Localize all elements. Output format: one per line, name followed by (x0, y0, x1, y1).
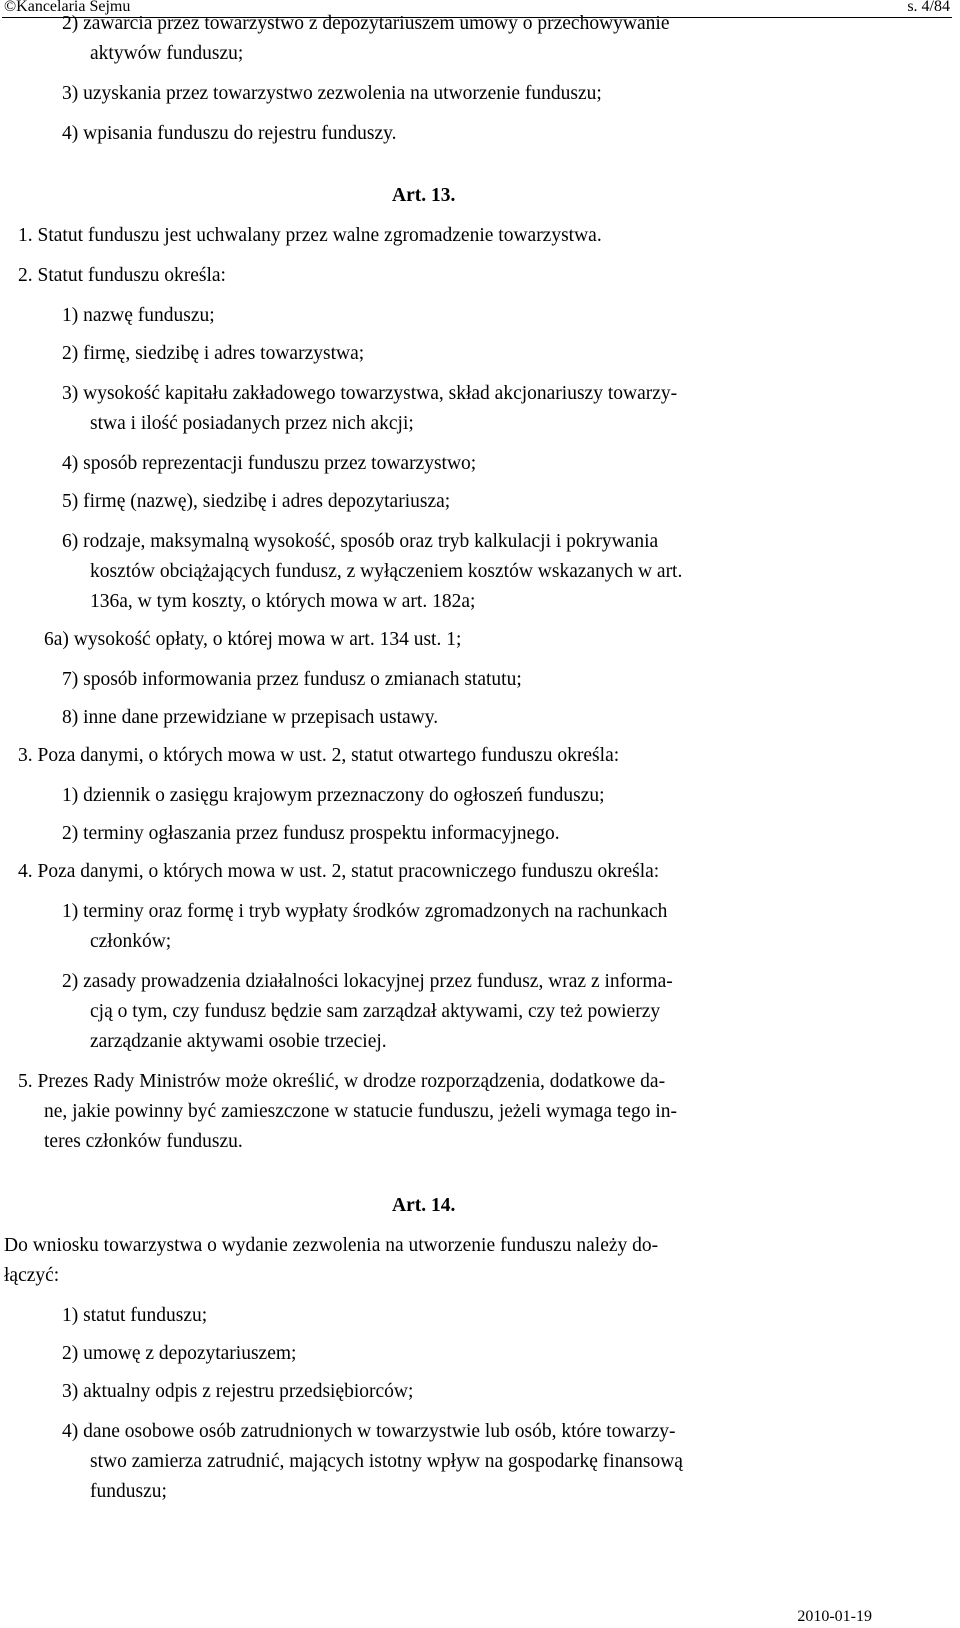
text-line: 2) zasady prowadzenia działalności lokacyjnej przez fundusz, wraz z informa- (62, 971, 673, 992)
text-line: funduszu; (90, 1481, 167, 1502)
text-line: aktywów funduszu; (90, 43, 244, 64)
text-line: 6) rodzaje, maksymalną wysokość, sposób oraz tryb kalkulacji i pokrywania (62, 531, 659, 552)
footer-date: 2010-01-19 (797, 1608, 872, 1625)
text-line: 3. Poza danymi, o których mowa w ust. 2, statut otwartego funduszu określa: (18, 745, 620, 766)
text-line: 3) uzyskania przez towarzystwo zezwolenia na utworzenie funduszu; (62, 83, 602, 104)
text-line: 1) statut funduszu; (62, 1305, 208, 1326)
text-line: 5) firmę (nazwę), siedzibę i adres depozytariusza; (62, 491, 451, 512)
article-heading: Art. 13. (392, 185, 456, 206)
text-line: 1) dziennik o zasięgu krajowym przeznaczony do ogłoszeń funduszu; (62, 785, 605, 806)
text-line: stwa i ilość posiadanych przez nich akcji; (90, 413, 414, 434)
text-line: zarządzanie aktywami osobie trzeciej. (90, 1031, 387, 1052)
text-line: 4) dane osobowe osób zatrudnionych w towarzystwie lub osób, które towarzy- (62, 1421, 676, 1442)
text-line: 3) wysokość kapitału zakładowego towarzystwa, skład akcjonariuszy towarzy- (62, 383, 678, 404)
text-line: 1) nazwę funduszu; (62, 305, 215, 326)
text-line: 8) inne dane przewidziane w przepisach ustawy. (62, 707, 439, 728)
text-line: 1) terminy oraz formę i tryb wypłaty środków zgromadzonych na rachunkach (62, 901, 668, 922)
text-line: łączyć: (4, 1265, 60, 1286)
text-line: 2) terminy ogłaszania przez fundusz prospektu informacyjnego. (62, 823, 560, 844)
text-line: 4. Poza danymi, o których mowa w ust. 2, statut pracowniczego funduszu określa: (18, 861, 660, 882)
text-line: 2) firmę, siedzibę i adres towarzystwa; (62, 343, 365, 364)
text-line: 6a) wysokość opłaty, o której mowa w art. 134 ust. 1; (44, 629, 462, 650)
text-line: 3) aktualny odpis z rejestru przedsiębiorców; (62, 1381, 414, 1402)
text-line: Do wniosku towarzystwa o wydanie zezwolenia na utworzenie funduszu należy do- (4, 1235, 659, 1256)
text-line: 7) sposób informowania przez fundusz o zmianach statutu; (62, 669, 522, 690)
text-line: ne, jakie powinny być zamieszczone w statucie funduszu, jeżeli wymaga tego in- (44, 1101, 677, 1122)
text-line: 2) umowę z depozytariuszem; (62, 1343, 297, 1364)
text-line: 4) wpisania funduszu do rejestru funduszy. (62, 123, 397, 144)
text-line: 1. Statut funduszu jest uchwalany przez walne zgromadzenie towarzystwa. (18, 225, 602, 246)
text-line: 5. Prezes Rady Ministrów może określić, w drodze rozporządzenia, dodatkowe da- (18, 1071, 666, 1092)
text-line: kosztów obciążających fundusz, z wyłączeniem kosztów wskazanych w art. (90, 561, 683, 582)
text-line: teres członków funduszu. (44, 1131, 243, 1152)
text-line: cją o tym, czy fundusz będzie sam zarządzał aktywami, czy też powierzy (90, 1001, 661, 1022)
text-line: 4) sposób reprezentacji funduszu przez towarzystwo; (62, 453, 477, 474)
article-heading: Art. 14. (392, 1195, 456, 1216)
text-line: 136a, w tym koszty, o których mowa w art. 182a; (90, 591, 476, 612)
text-line: 2) zawarcia przez towarzystwo z depozytariuszem umowy o przechowywanie (62, 13, 670, 34)
header-publisher: ©Kancelaria Sejmu (4, 0, 131, 15)
header-page-number: s. 4/84 (907, 0, 950, 15)
text-line: członków; (90, 931, 172, 952)
text-line: stwo zamierza zatrudnić, mających istotny wpływ na gospodarkę finansową (90, 1451, 683, 1472)
text-line: 2. Statut funduszu określa: (18, 265, 226, 286)
